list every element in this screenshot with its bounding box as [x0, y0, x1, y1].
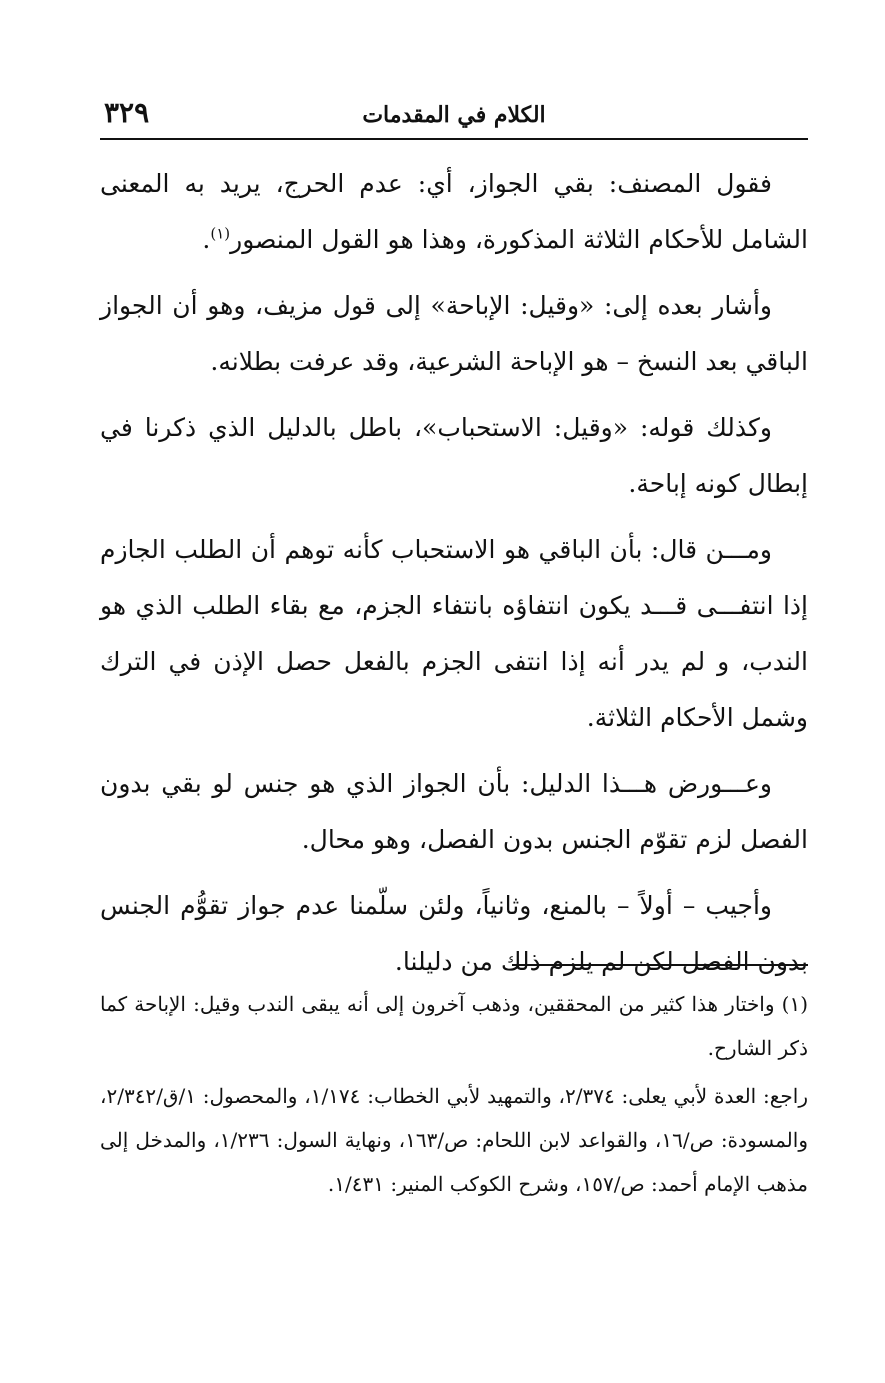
body-text	[100, 156, 808, 1000]
book-page	[100, 0, 808, 1383]
footnote-1: (١) واختار هذا كثير من المحققين، وذهب آخرون إلى أنه يبقى الندب وقيل: الإباحة كما ذكر الشارح.	[100, 992, 808, 1060]
paragraph-text: فقول المصنف: بقي الجواز، أي: عدم الحرج، يريد به المعنى الشامل للأحكام الثلاثة المذكورة، وهذا هو القول المنصور	[100, 169, 808, 254]
paragraph-tail: .	[202, 225, 211, 254]
page-number: ٣٢٩	[104, 96, 150, 129]
footnote-marker[interactable]: (١)	[210, 224, 231, 243]
footnote-divider	[512, 964, 808, 966]
footnotes	[100, 982, 808, 1210]
paragraph-6: وأجيب – أولاً – بالمنع، وثانياً، ولئن سلّمنا عدم جواز تقوُّم الجنس بدون الفصل لكن لم يلزم ذلك من دليلنا.	[100, 891, 808, 976]
paragraph-4: ومـــن قال: بأن الباقي هو الاستحباب كأنه توهم أن الطلب الجازم إذا انتفـــى قـــد يكون انتفاؤه بانتفاء الجزم، مع بقاء الطلب الذي هو الندب، و لم يدر أنه إذا انتفى الجزم بالفعل حصل الإذن في الترك وشمل الأحكام الثلاثة.	[100, 535, 808, 732]
running-title: الكلام في المقدمات	[362, 102, 546, 128]
paragraph-3: وكذلك قوله: «وقيل: الاستحباب»، باطل بالدليل الذي ذكرنا في إبطال كونه إباحة.	[100, 413, 808, 498]
page-header	[100, 94, 808, 140]
footnote-references: راجع: العدة لأبي يعلى: ٢/٣٧٤، والتمهيد لأبي الخطاب: ١/١٧٤، والمحصول: ١/ق/٢/٣٤٢، والمسودة: ص/١٦، والقواعد لابن اللحام: ص/١٦٣، ونهاية السول: ١/٢٣٦، والمدخل إلى مذهب الإمام أحمد: ص/١٥٧، وشرح الكوكب المنير: ١/٤٣١.	[100, 1084, 808, 1196]
paragraph-1	[100, 156, 808, 268]
paragraph-5: وعـــورض هـــذا الدليل: بأن الجواز الذي هو جنس لو بقي بدون الفصل لزم تقوّم الجنس بدون الفصل، وهو محال.	[100, 769, 808, 854]
paragraph-2: وأشار بعده إلى: «وقيل: الإباحة» إلى قول مزيف، وهو أن الجواز الباقي بعد النسخ – هو الإباحة الشرعية، وقد عرفت بطلانه.	[100, 291, 808, 376]
